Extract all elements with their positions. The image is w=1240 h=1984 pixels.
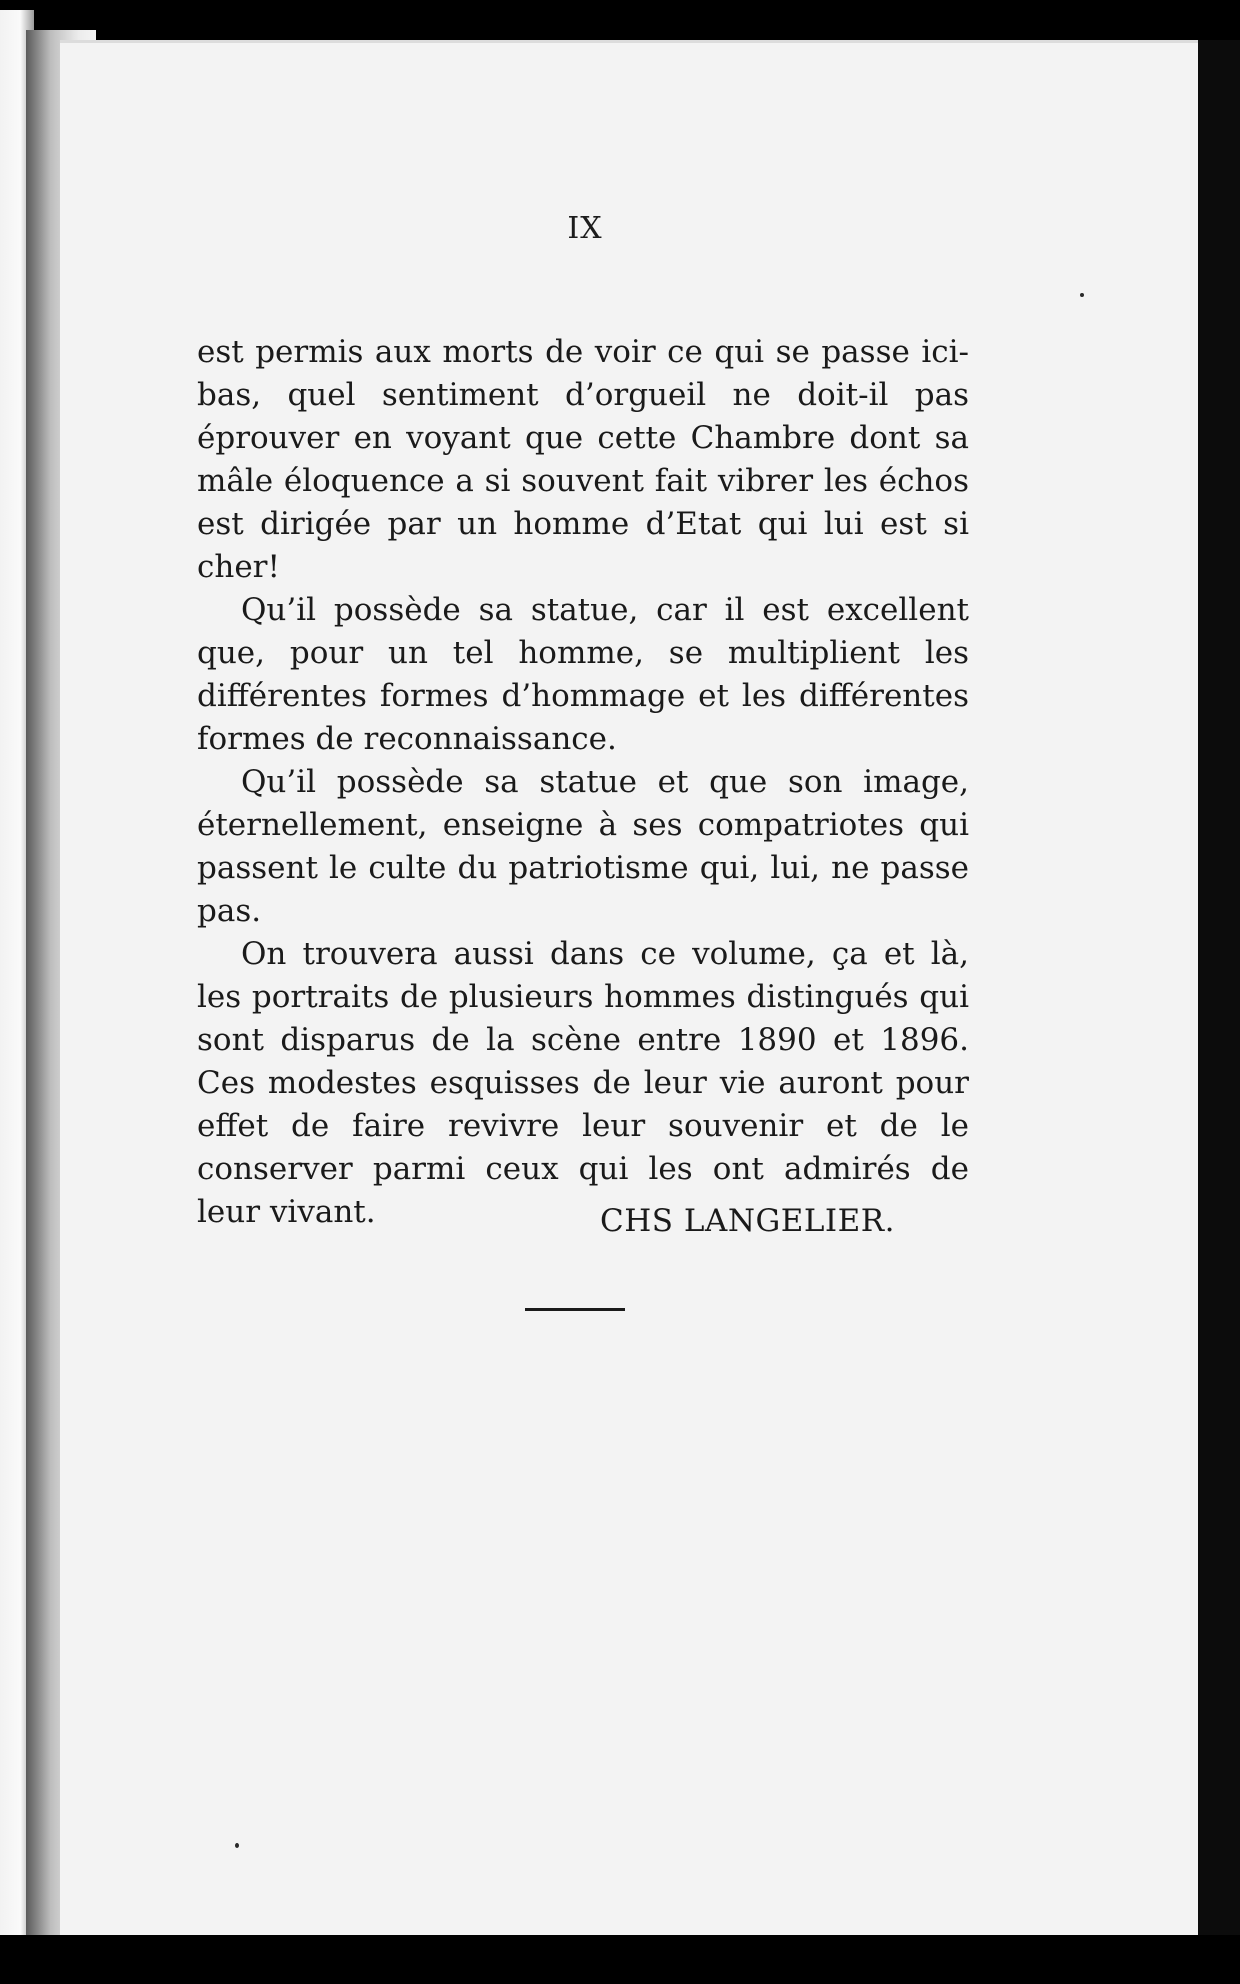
closing-rule xyxy=(525,1308,625,1311)
paragraph-portraits: On trouvera aussi dans ce volume, ça et là, les portraits de plusieurs hommes distingués qui sont disparus de la scène entre 1890 et 1896. Ces modestes esquisses de leur vie auront pour effet de faire revivre leur souvenir et de le conserver parmi ceux qui les ont admirés de leur vivant. xyxy=(197,936,969,1230)
paragraph-image: Qu’il possède sa statue et que son image, éternellement, enseigne à ses compatriotes qui passent le culte du patriotisme qui, lui, ne passe pas. xyxy=(197,764,969,929)
body-text xyxy=(197,331,969,1234)
paper-speck xyxy=(235,1843,239,1848)
scan-border-bottom xyxy=(0,1935,1240,1984)
paper-speck xyxy=(1080,293,1084,297)
author-signature: CHS LANGELIER. xyxy=(600,1203,895,1239)
paragraph-continuation: est permis aux morts de voir ce qui se passe ici-bas, quel sentiment d’orgueil ne doit-il pas éprouver en voyant que cette Chambre dont sa mâle éloquence a si souvent fait vibrer les échos est dirigée par un homme d’Etat qui lui est si cher! xyxy=(197,334,969,585)
paragraph-statue: Qu’il possède sa statue, car il est excellent que, pour un tel homme, se multiplient les différentes formes d’hommage et les différentes formes de reconnaissance. xyxy=(197,592,969,757)
scan-border-top xyxy=(0,0,1240,40)
page-number: IX xyxy=(567,211,603,246)
book-page xyxy=(60,40,1198,1938)
